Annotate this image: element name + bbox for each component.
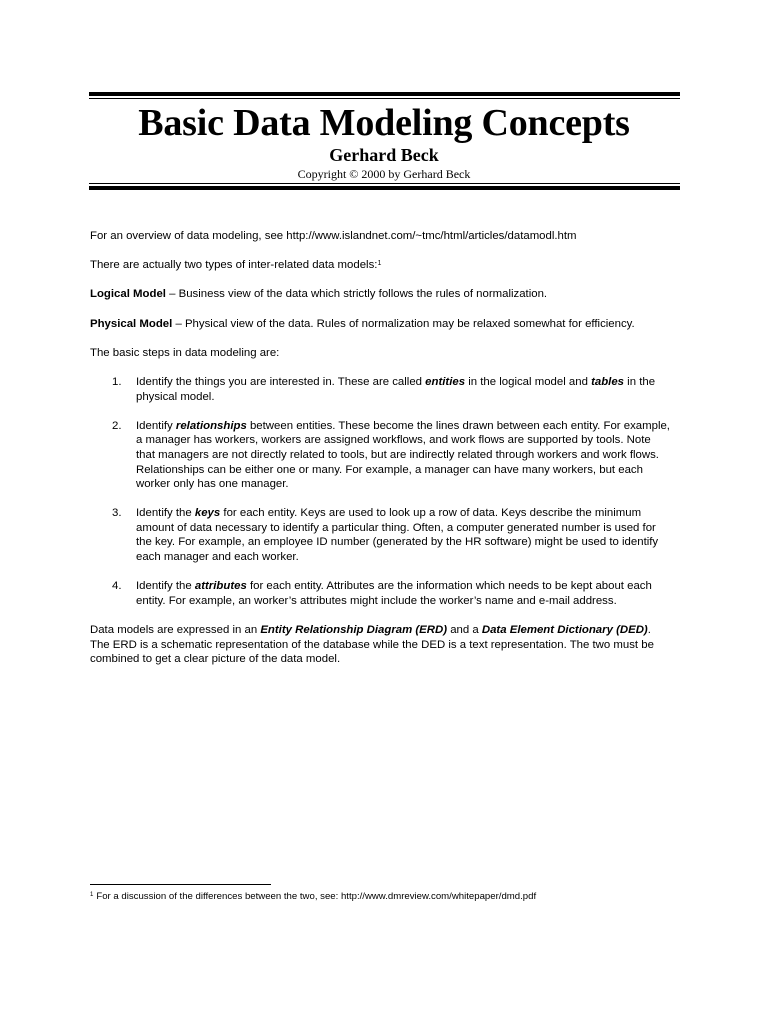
ded-term: Data Element Dictionary (DED) [481, 624, 648, 637]
physical-model-term: Physical Model [90, 317, 173, 330]
step-term-keys: keys [194, 507, 221, 520]
header-top-thin-rule [89, 98, 680, 99]
step-item [90, 419, 672, 492]
closing-text: . The ERD is a schematic representation of the database while the DED is a text representation. The two must be combined to get a clear picture of the data model. [90, 624, 654, 666]
header-bottom-thick-rule [89, 186, 680, 190]
header-bottom-thin-rule [89, 183, 680, 184]
overview-paragraph: For an overview of data modeling, see http://www.islandnet.com/~tmc/html/articles/datamodl.htm [90, 230, 577, 242]
step-text: Identify [136, 419, 176, 432]
footnote-number: 1 [90, 892, 94, 898]
closing-text: Data models are expressed in an [90, 624, 261, 637]
step-text: Identify the [136, 580, 195, 593]
erd-term: Entity Relationship Diagram (ERD) [260, 624, 448, 637]
step-number: 1. [112, 375, 122, 388]
step-text: Identify the things you are interested in. These are called [136, 375, 426, 388]
step-text: for each entity. Attributes are the information which needs to be kept about each entity. For example, an worker’s attributes might include the worker’s name and e-mail address. [136, 580, 652, 607]
footnote-reference[interactable]: 1 [377, 260, 382, 268]
step-term-relationships: relationships [175, 419, 247, 432]
step-text: in the physical model. [136, 375, 656, 403]
step-text: between entities. These become the lines drawn between each entity. For example, a manager has workers, workers are assigned workflows, and work flows are supported by tools. Note that managers are not directly related to tools, but are indirectly related through workers and work flows. Relationships can be either one or many. For example, a manager can have many workers, but each worker only has one manager. [136, 419, 670, 491]
document-title: Basic Data Modeling Concepts [138, 102, 630, 144]
physical-model-paragraph [90, 317, 672, 332]
step-text: in the logical model and [465, 375, 592, 388]
step-text: for each entity. Keys are used to look up a row of data. Keys describe the minimum amount of data necessary to identify a particular thing. Often, a computer generated number is used for the key. For example, an employee ID number (generated by the HR software) might be used to identify each manager and each worker. [136, 507, 659, 564]
step-term-entities: entities [425, 375, 466, 388]
step-number: 4. [112, 580, 122, 593]
footnote [90, 890, 690, 905]
copyright-notice: Copyright © 2000 by Gerhard Beck [297, 167, 471, 181]
step-number: 2. [112, 419, 122, 432]
step-item [90, 506, 672, 564]
logical-model-text: – Business view of the data which strictly follows the rules of normalization. [165, 288, 548, 301]
step-term-attributes: attributes [194, 580, 247, 593]
header-top-thick-rule [89, 92, 680, 96]
step-item [90, 375, 672, 404]
step-number: 3. [112, 507, 122, 520]
steps-intro-paragraph: The basic steps in data modeling are: [90, 346, 280, 359]
closing-paragraph [90, 623, 672, 667]
types-intro-paragraph [90, 258, 672, 273]
document-body [90, 229, 672, 681]
document-author: Gerhard Beck [329, 145, 439, 165]
steps-list [90, 375, 672, 609]
footnote-text: For a discussion of the differences between the two, see: http://www.dmreview.com/whitepaper/dmd.pdf [96, 891, 537, 902]
step-text: Identify the [136, 507, 195, 520]
types-intro-text: There are actually two types of inter-related data models: [90, 259, 378, 272]
footnote-separator [90, 884, 271, 885]
logical-model-paragraph [90, 287, 672, 302]
logical-model-term: Logical Model [90, 288, 166, 301]
physical-model-text: – Physical view of the data. Rules of normalization may be relaxed somewhat for efficiency. [172, 317, 635, 330]
step-item [90, 579, 672, 608]
closing-text: and a [447, 624, 482, 637]
step-term-tables: tables [591, 375, 624, 388]
